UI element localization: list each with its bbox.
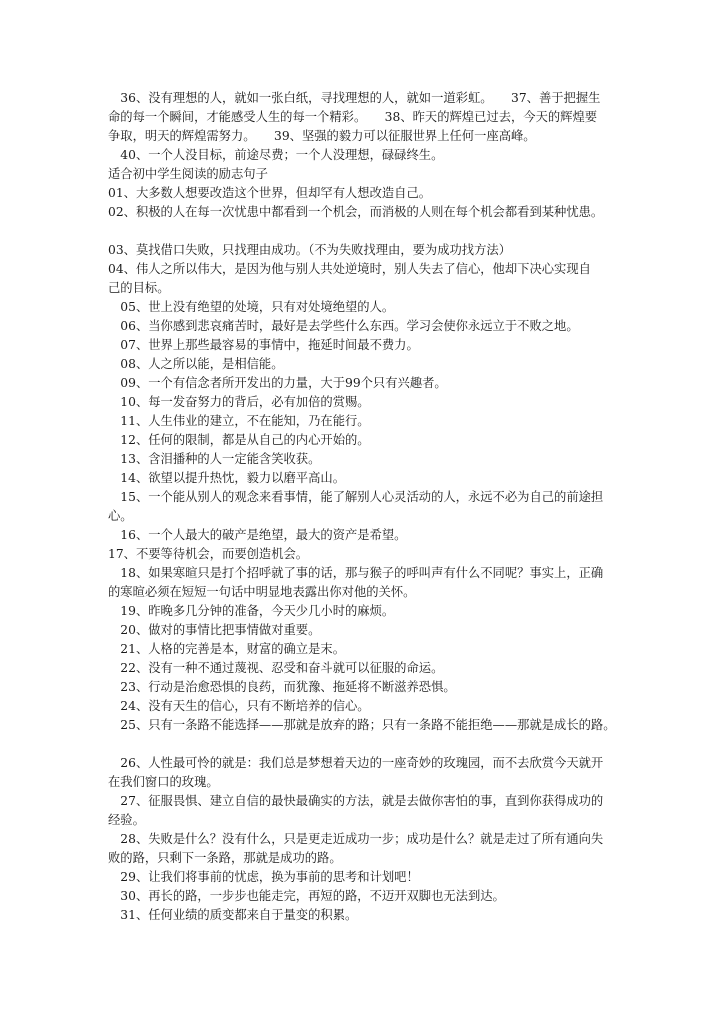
text-line: 在我们窗口的玫瑰。 — [108, 775, 219, 789]
text-line: 14、欲望以提升热忱，毅力以磨平高山。 — [108, 471, 345, 485]
text-line: 40、一个人没目标，前途尽费；一个人没理想，碌碌终生。 — [108, 148, 444, 162]
text-line: 22、没有一种不通过蔑视、忍受和奋斗就可以征服的命运。 — [108, 661, 444, 675]
text-line: 09、一个有信念者所开发出的力量，大于99个只有兴趣者。 — [108, 376, 447, 390]
text-line: 心。 — [108, 509, 133, 523]
text-line: 17、不要等待机会，而要创造机会。 — [108, 547, 309, 561]
text-line: 06、当你感到悲哀痛苦时，最好是去学些什么东西。学习会使你永远立于不败之地。 — [108, 319, 579, 333]
text-line: 13、含泪播种的人一定能含笑收获。 — [108, 452, 321, 466]
text-line: 11、人生伟业的建立，不在能知，乃在能行。 — [108, 414, 370, 428]
text-line: 31、任何业绩的质变都来自于量变的积累。 — [108, 908, 358, 922]
text-line: 12、任何的限制，都是从自己的内心开始的。 — [108, 433, 370, 447]
text-line: 己的目标。 — [108, 281, 170, 295]
text-line: 经验。 — [108, 813, 145, 827]
text-line: 29、让我们将事前的忧虑，换为事前的思考和计划吧！ — [108, 870, 419, 884]
text-line: 争取，明天的辉煌需努力。 39、坚强的毅力可以征服世界上任何一座高峰。 — [108, 129, 536, 143]
text-line: 03、莫找借口失败，只找理由成功。（不为失败找理由，要为成功找方法） — [108, 243, 511, 257]
text-line: 27、征服畏惧、建立自信的最快最确实的方法，就是去做你害怕的事，直到你获得成功的 — [108, 794, 604, 808]
text-line: 命的每一个瞬间，才能感受人生的每一个精彩。 38、昨天的辉煌已过去，今天的辉煌要 — [108, 110, 598, 124]
text-line: 10、每一发奋努力的背后，必有加倍的赏赐。 — [108, 395, 370, 409]
text-line: 15、一个能从别人的观念来看事情，能了解别人心灵活动的人，永远不必为自己的前途担 — [108, 490, 604, 504]
text-line: 24、没有天生的信心，只有不断培养的信心。 — [108, 699, 370, 713]
text-line: 19、昨晚多几分钟的准备，今天少几小时的麻烦。 — [108, 604, 395, 618]
text-line: 01、大多数人想要改造这个世界，但却罕有人想改造自己。 — [108, 186, 432, 200]
text-line: 23、行动是治愈恐惧的良药，而犹豫、拖延将不断滋养恐惧。 — [108, 680, 456, 694]
text-line: 36、没有理想的人，就如一张白纸，寻找理想的人，就如一道彩虹。 37、善于把握生 — [108, 91, 601, 105]
text-line: 04、伟人之所以伟大，是因为他与别人共处逆境时，别人失去了信心，他却下决心实现自 — [108, 262, 591, 276]
text-line: 的寒暄必须在短短一句话中明显地表露出你对他的关怀。 — [108, 585, 416, 599]
text-line: 28、失败是什么？没有什么，只是更走近成功一步；成功是什么？就是走过了所有通向失 — [108, 832, 604, 846]
text-line: 21、人格的完善是本，财富的确立是末。 — [108, 642, 345, 656]
text-line: 05、世上没有绝望的处境，只有对处境绝望的人。 — [108, 300, 395, 314]
text-line: 败的路，只剩下一条路，那就是成功的路。 — [108, 851, 342, 865]
text-line: 18、如果寒暄只是打个招呼就了事的话，那与猴子的呼叫声有什么不同呢？事实上，正确 — [108, 566, 604, 580]
text-line: 30、再长的路，一步步也能走完，再短的路，不迈开双脚也无法到达。 — [108, 889, 505, 903]
text-line: 20、做对的事情比把事情做对重要。 — [108, 623, 321, 637]
text-line: 26、人性最可怜的就是：我们总是梦想着天边的一座奇妙的玫瑰园，而不去欣赏今天就开 — [108, 756, 604, 770]
text-line: 08、人之所以能，是相信能。 — [108, 357, 284, 371]
text-line: 07、世界上那些最容易的事情中，拖延时间最不费力。 — [108, 338, 419, 352]
text-line: 02、积极的人在每一次忧患中都看到一个机会，而消极的人则在每个机会都看到某种忧患。 — [108, 205, 604, 219]
text-line: 16、一个人最大的破产是绝望，最大的资产是希望。 — [108, 528, 407, 542]
text-line: 25、只有一条路不能选择——那就是放弃的路；只有一条路不能拒绝——那就是成长的路。 — [108, 718, 616, 732]
section-heading: 适合初中学生阅读的励志句子 — [108, 167, 268, 181]
